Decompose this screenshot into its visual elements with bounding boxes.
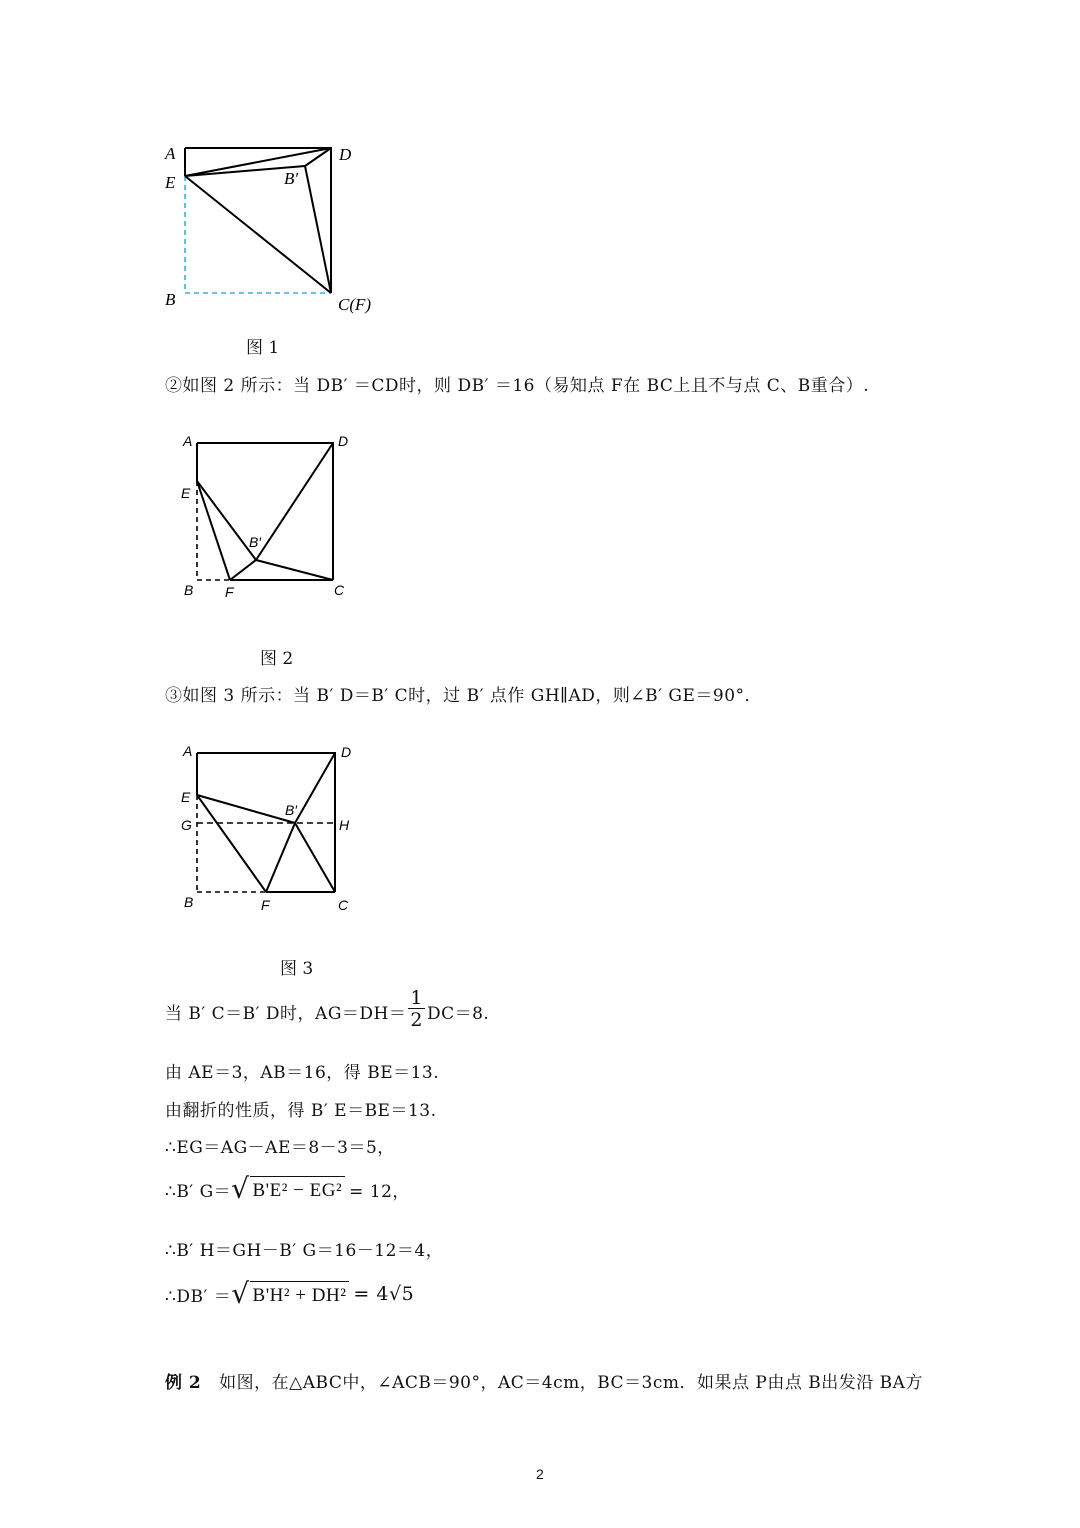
line7-post: = 4√5 — [353, 1283, 415, 1305]
sqrt-expression-2 — [231, 1277, 349, 1310]
case-3-text: ③如图 3 所示：当 B′ D＝B′ C时，过 B′ 点作 GH∥AD，则∠B′ GE＝90°． — [165, 686, 763, 706]
fig3-label-E: E — [181, 789, 191, 805]
fraction-half — [408, 988, 425, 1031]
line7-pre: ∴DB′ ＝ — [165, 1286, 232, 1307]
fig3-label-D: D — [341, 744, 352, 760]
radical-sign-icon: √ — [231, 1172, 250, 1205]
solution-line-7 — [165, 1277, 415, 1310]
figure-3-caption: 图 3 — [280, 959, 314, 979]
fig3-label-H: H — [339, 817, 350, 833]
case-2-text: ②如图 2 所示：当 DB′ ＝CD时，则 DB′ ＝16（易知点 F在 BC上且不与点 C、B重合）. — [165, 376, 870, 396]
fig3-label-A: A — [183, 743, 193, 759]
fig1-label-B: B — [165, 290, 176, 309]
line1-post: DC＝8. — [426, 1004, 490, 1024]
radicand-2: B'H² + DH² — [250, 1281, 350, 1308]
fraction-numerator: 1 — [410, 987, 423, 1009]
solution-line-2: 由 AE＝3，AB＝16，得 BE＝13. — [165, 1063, 440, 1083]
solution-line-4: ∴EG＝AG－AE＝8－3＝5， — [165, 1138, 395, 1158]
fig1-label-Bprime: B′ — [284, 169, 299, 188]
solution-line-5 — [165, 1172, 410, 1205]
fig3-label-Bprime: B′ — [285, 802, 297, 818]
fig1-label-E: E — [165, 173, 176, 192]
fig2-label-E: E — [181, 485, 191, 501]
solution-line-1 — [165, 987, 490, 1033]
fig2-label-Bprime: B′ — [249, 534, 261, 550]
example-2-text: 如图，在△ABC中，∠ACB＝90°，AC＝4cm，BC＝3cm．如果点 P由点 B出发沿 BA方 — [219, 1373, 923, 1393]
solution-line-6: ∴B′ H＝GH－B′ G＝16－12＝4， — [165, 1241, 444, 1261]
fig2-label-C: C — [334, 582, 345, 598]
example-2-line — [165, 1368, 923, 1393]
figure-3 — [175, 735, 375, 920]
line5-pre: ∴B′ G＝ — [165, 1181, 232, 1202]
page-number: 2 — [536, 1466, 544, 1482]
solution-line-3: 由翻折的性质，得 B′ E＝BE＝13. — [165, 1101, 437, 1121]
fig1-label-CF: C(F) — [338, 295, 372, 314]
fraction-denominator: 2 — [410, 1009, 423, 1031]
figure-1 — [150, 130, 410, 330]
radical-sign-icon: √ — [231, 1277, 250, 1310]
fig3-label-G: G — [181, 817, 192, 833]
line5-post: = 12， — [349, 1181, 410, 1202]
figure-2-caption: 图 2 — [260, 649, 294, 669]
fig2-label-D: D — [338, 433, 349, 449]
fig2-label-F: F — [225, 584, 234, 600]
fig3-label-B: B — [184, 894, 194, 910]
radicand-1: B'E² − EG² — [250, 1176, 346, 1203]
figure-1-caption: 图 1 — [246, 338, 280, 358]
fig2-label-A: A — [183, 433, 193, 449]
example-2-label: 例 2 — [165, 1373, 202, 1393]
fig3-label-F: F — [261, 897, 270, 913]
sqrt-expression-1 — [231, 1172, 345, 1205]
fig1-label-D: D — [339, 145, 352, 164]
fig1-label-A: A — [165, 144, 176, 163]
line1-pre: 当 B′ C＝B′ D时，AG＝DH＝ — [165, 1004, 407, 1024]
fig3-label-C: C — [338, 897, 349, 913]
fig2-label-B: B — [184, 582, 194, 598]
figure-2 — [175, 425, 375, 610]
